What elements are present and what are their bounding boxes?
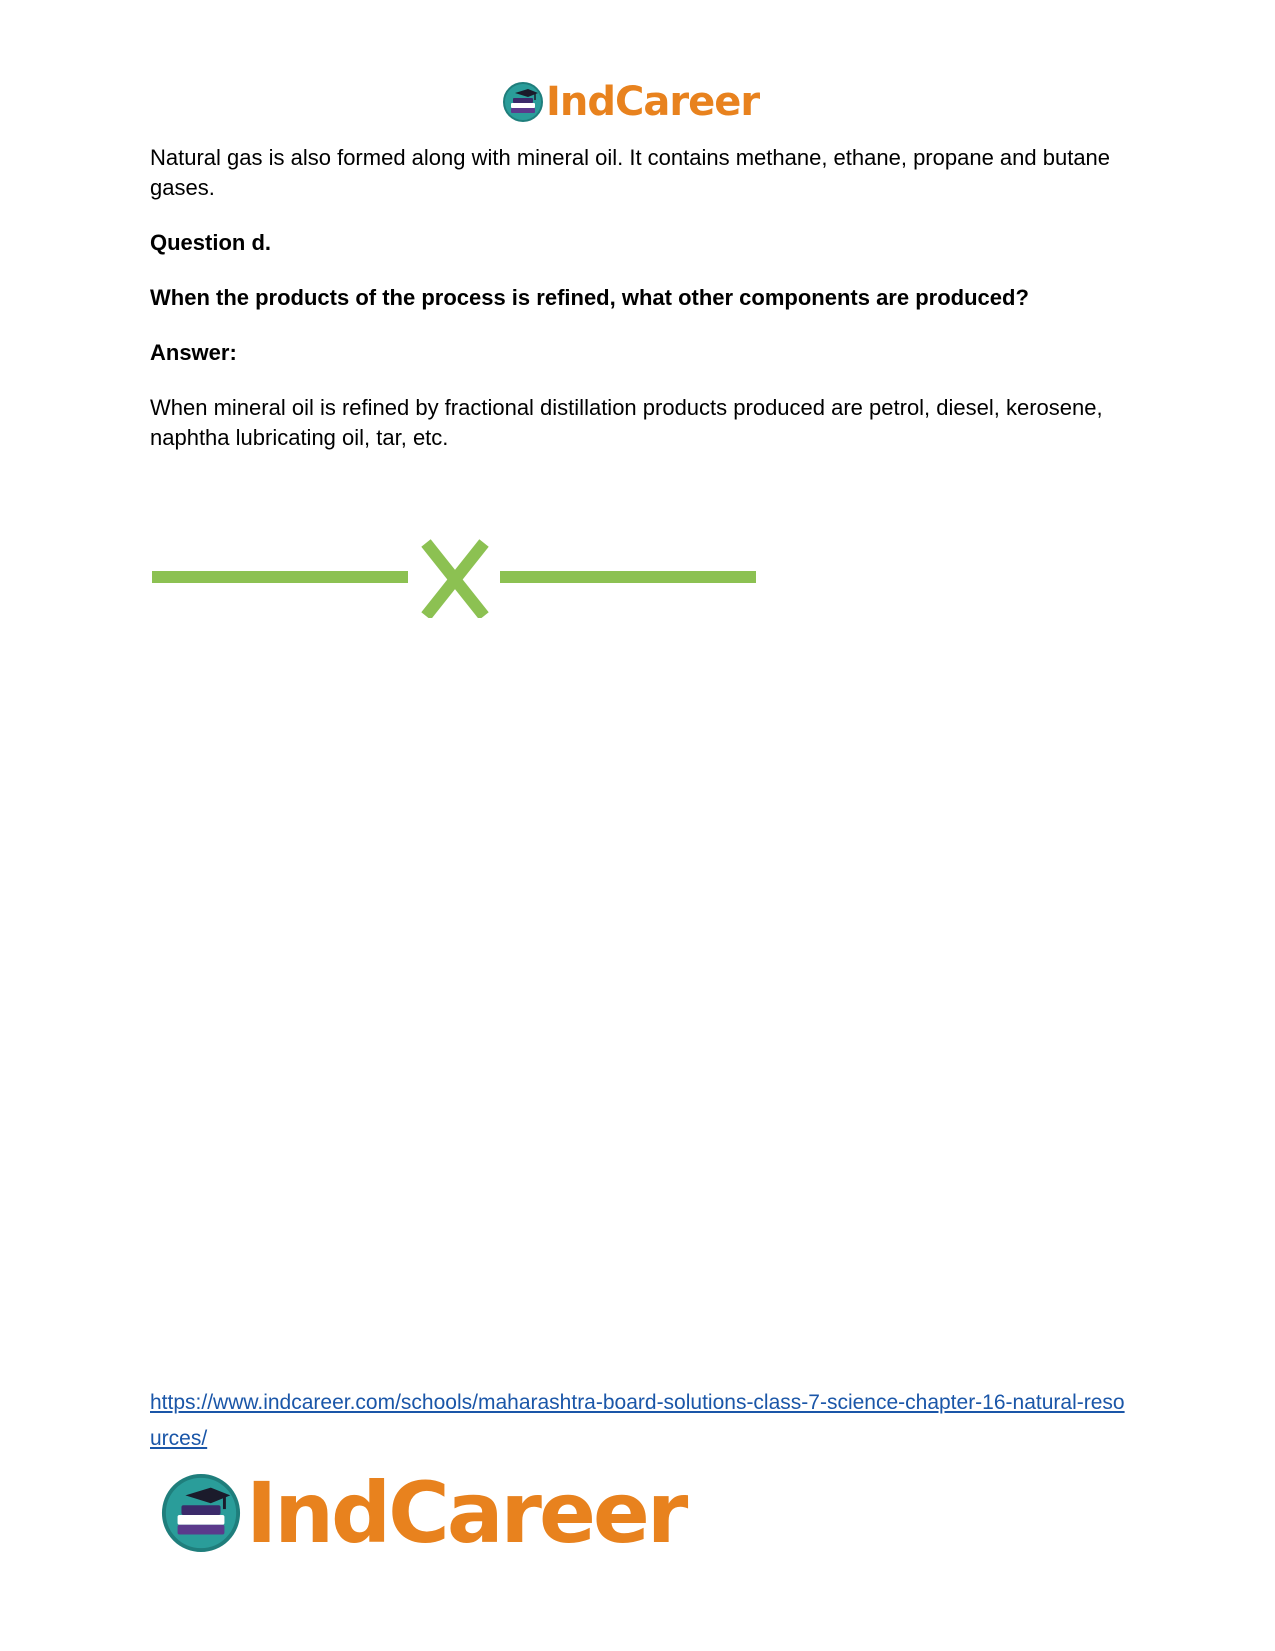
footer-logo [160, 1464, 686, 1562]
question-text: When the products of the process is refined, what other components are produced? [150, 285, 1029, 310]
cross-icon [426, 543, 484, 616]
cross-divider-graphic [150, 538, 760, 618]
source-url-link[interactable]: https://www.indcareer.com/schools/maharashtra-board-solutions-class-7-science-chapter-16-natural-resources/ [150, 1391, 1125, 1450]
divider-line-right [500, 571, 756, 583]
answer-label: Answer: [150, 340, 237, 365]
paragraph-natural-gas: Natural gas is also formed along with mineral oil. It contains methane, ethane, propane and butane gases. [150, 145, 1111, 200]
logo-wordmark: IndCareer [546, 79, 760, 125]
divider-line-left [152, 571, 408, 583]
globe-book-icon [502, 81, 544, 123]
logo-wordmark: IndCareer [246, 1464, 686, 1562]
globe-book-icon [160, 1472, 242, 1554]
answer-text: When mineral oil is refined by fractional distillation products produced are petrol, diesel, kerosene, naphtha lubricating oil, tar, etc. [150, 395, 1103, 450]
header-logo [502, 80, 759, 124]
section-divider [150, 538, 760, 623]
question-label: Question d. [150, 230, 271, 255]
